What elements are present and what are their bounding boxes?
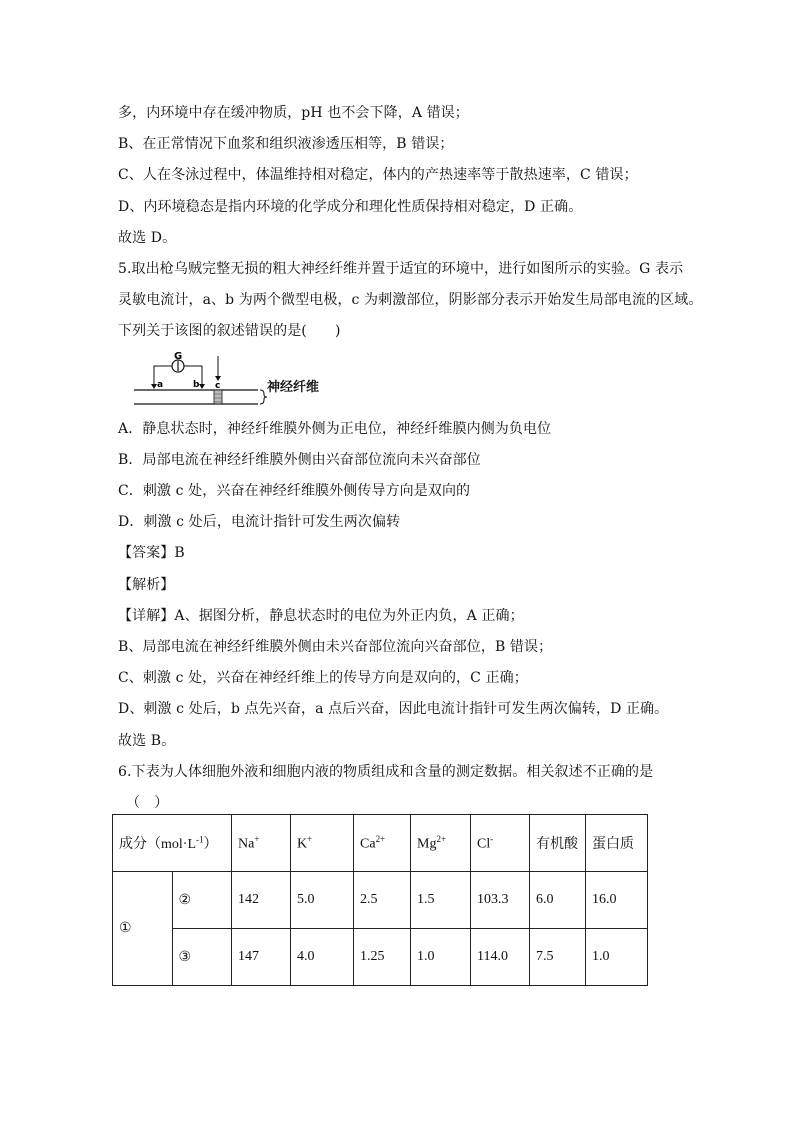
value-cell: 1.0: [586, 929, 648, 986]
row-id-cell: ③: [172, 929, 232, 986]
option-b: B．局部电流在神经纤维膜外侧由兴奋部位流向未兴奋部位: [118, 451, 481, 468]
value-cell: 2.5: [354, 872, 411, 929]
value-cell: 4.0: [291, 929, 354, 986]
text-line: B、在正常情况下血浆和组织液渗透压相等，B 错误；: [118, 136, 454, 153]
text-line: C、人在冬泳过程中，体温维持相对稳定，体内的产热速率等于散热速率，C 错误；: [118, 167, 638, 184]
group-cell: ①: [113, 872, 173, 986]
text-line: C、刺激 c 处，兴奋在神经纤维上的传导方向是双向的，C 正确；: [118, 670, 528, 687]
value-cell: 1.5: [411, 872, 471, 929]
value-cell: 7.5: [530, 929, 586, 986]
value-cell: 1.25: [354, 929, 411, 986]
header-cell: 有机酸: [530, 815, 586, 872]
electrode-b-label: b: [193, 379, 200, 390]
nerve-fiber-figure: [130, 352, 678, 412]
composition-table: [112, 814, 648, 986]
header-cell: Cl-: [471, 815, 530, 872]
text-line: 【详解】A、据图分析，静息状态时的电位为外正内负，A 正确；: [118, 607, 524, 624]
text-line: B、局部电流在神经纤维膜外侧由未兴奋部位流向兴奋部位，B 错误；: [118, 639, 553, 656]
text-line: 故选 D。: [118, 229, 177, 246]
question-5-stem: 灵敏电流计，a、b 为两个微型电极，c 为刺激部位，阴影部分表示开始发生局部电流的区域。: [118, 292, 703, 309]
question-6-stem: 6.下表为人体细胞外液和细胞内液的物质组成和含量的测定数据。相关叙述不正确的是: [118, 763, 654, 780]
option-a: A．静息状态时，神经纤维膜外侧为正电位，神经纤维膜内侧为负电位: [118, 420, 552, 437]
document-body: [118, 98, 703, 819]
header-cell: $Ca^{2+}$: [354, 815, 411, 872]
value-cell: 142: [232, 872, 291, 929]
question-5-stem: 下列关于该图的叙述错误的是( ): [118, 323, 341, 340]
nerve-fiber-diagram: [130, 352, 270, 412]
option-d: D．刺激 c 处后，电流计指针可发生两次偏转: [118, 514, 401, 531]
stimulus-c-label: c: [215, 380, 221, 391]
value-cell: 103.3: [471, 872, 530, 929]
fiber-label: 神经纤维: [267, 379, 320, 395]
answer-line: 【答案】B: [118, 545, 185, 562]
header-cell: K+: [291, 815, 354, 872]
value-cell: 6.0: [530, 872, 586, 929]
analysis-heading: 【解析】: [118, 576, 175, 593]
question-5-stem: 5.取出枪乌贼完整无损的粗大神经纤维并置于适宜的环境中，进行如图所示的实验。G 表示: [118, 261, 684, 278]
value-cell: 16.0: [586, 872, 648, 929]
galvanometer-label: G: [174, 351, 183, 362]
value-cell: 114.0: [471, 929, 530, 986]
header-cell: $Mg^{2+}$: [411, 815, 471, 872]
row-id-cell: ②: [172, 872, 232, 929]
text-line: 多，内环境中存在缓冲物质，pH 也不会下降，A 错误；: [118, 105, 469, 121]
table-row: [113, 929, 648, 986]
header-cell: Na+: [232, 815, 291, 872]
electrode-a-label: a: [157, 379, 164, 390]
text-line: D、刺激 c 处后，b 点先兴奋，a 点后兴奋，因此电流计指针可发生两次偏转，D 正确。: [118, 701, 669, 718]
value-cell: 1.0: [411, 929, 471, 986]
text-line: 故选 B。: [118, 732, 176, 749]
option-c: C．刺激 c 处，兴奋在神经纤维膜外侧传导方向是双向的: [118, 483, 471, 500]
text-line: D、内环境稳态是指内环境的化学成分和理化性质保持相对稳定，D 正确。: [118, 198, 583, 215]
question-6-bracket: （ ）: [126, 795, 169, 812]
table-header-row: [113, 815, 648, 872]
table-row: [113, 872, 648, 929]
value-cell: 5.0: [291, 872, 354, 929]
header-label-cell: 成分$(mol\cdot L^{-1})$: [113, 815, 232, 872]
value-cell: 147: [232, 929, 291, 986]
header-cell: 蛋白质: [586, 815, 648, 872]
